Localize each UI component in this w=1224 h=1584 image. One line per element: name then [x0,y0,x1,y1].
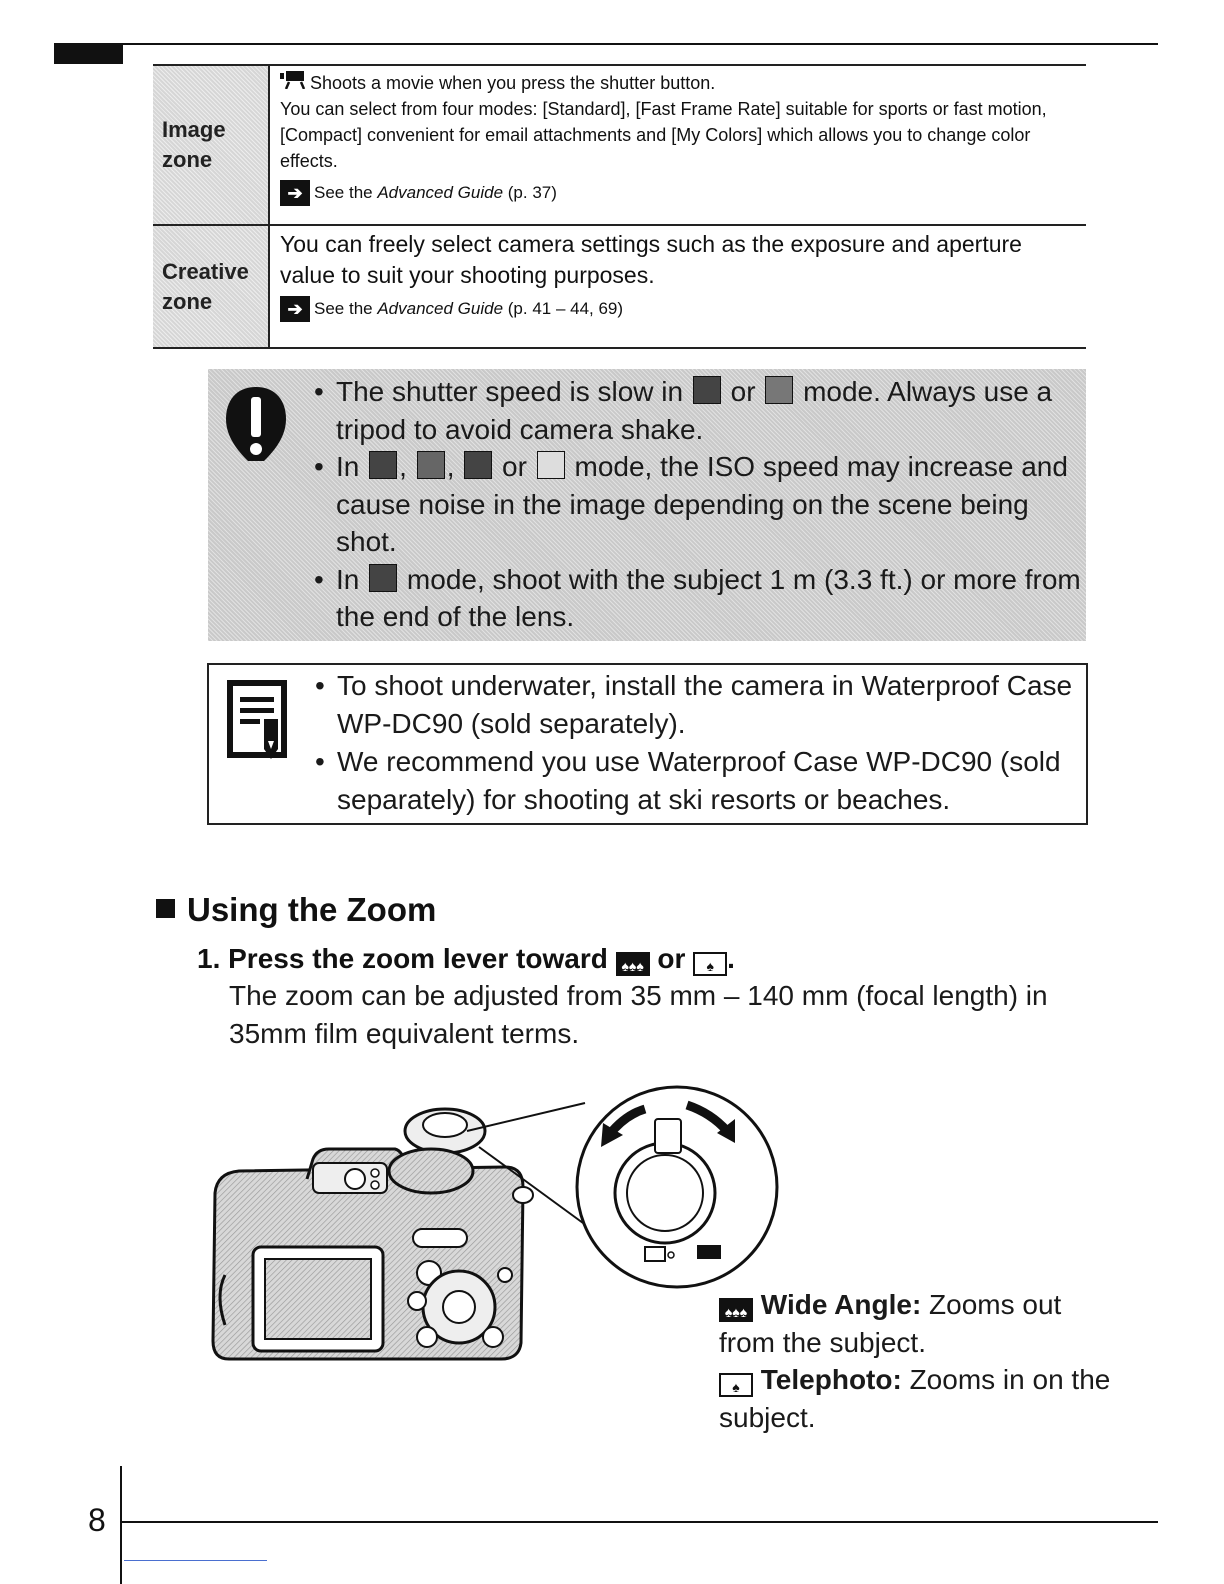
movie-modes-description: You can select from four modes: [Standard], [Fast Frame Rate] suitable for sports or fast motion, [Compact] convenient for email attachments and [My Colors] which allows you to change color effects. [280,99,1047,171]
caution-text: , [399,451,415,482]
underwater-mode-icon [537,451,565,479]
wide-angle-icon: ♠♠♠ [719,1298,753,1322]
step-text: or [649,943,694,974]
see-reference [280,180,1076,206]
list-item [311,448,1081,561]
movie-camera-icon [280,70,310,96]
zone-label: Image zone [153,66,270,224]
caution-text: In [336,451,368,482]
exclamation-icon [224,385,288,469]
caution-text: or [722,376,764,407]
caution-text: The shutter speed is slow in [336,376,691,407]
see-reference [280,296,1076,322]
section-title [156,889,436,931]
list-item: • To shoot underwater, install the camera in Waterproof Case WP-DC90 (sold separately). [312,667,1082,743]
see-pages: (p. 37) [503,183,557,202]
movie-line [280,70,1076,96]
section-tab [54,43,123,64]
table-row-image-zone [153,64,1086,226]
right-arrow-icon: ➔ [280,296,310,322]
guide-title: Advanced Guide [377,183,504,202]
see-prefix: See the [314,183,378,202]
see-prefix: See the [314,299,378,318]
step-title [197,941,735,977]
section-title-text: Using the Zoom [187,891,437,928]
note-list [312,667,1082,819]
zoom-captions [719,1286,1119,1436]
shooting-zone-table [153,64,1086,349]
table-row-creative-zone [153,226,1086,349]
wide-angle-text: Zooms out from the subject. [719,1289,1070,1358]
telephoto-caption [719,1361,1119,1436]
step-description: The zoom can be adjusted from 35 mm – 140 mm (focal length) in 35mm film equivalent terms. [229,980,1048,1049]
caution-text: mode, the ISO speed may increase and cause noise in the image depending on the scene being shot. [336,451,1076,557]
square-bullet-icon [156,899,175,918]
note-box [207,663,1088,825]
guide-title: Advanced Guide [377,299,504,318]
foliage-mode-icon [417,451,445,479]
zone-description [270,226,1086,347]
indoor-mode-icon [369,451,397,479]
page-number: 8 [88,1502,106,1538]
telephoto-label: Telephoto: [760,1364,902,1395]
footer-link-underline [124,1560,267,1561]
telephoto-text: Zooms in on the subject. [719,1364,1119,1433]
caution-text: , [446,451,463,482]
creative-description: You can freely select camera settings such as the exposure and aperture value to suit your shooting purposes. [280,231,1022,288]
caution-list [311,373,1089,636]
top-rule [54,43,1158,45]
aquarium-mode-icon [369,564,397,592]
night-scene-mode-icon [693,376,721,404]
wide-angle-label: Wide Angle: [760,1289,922,1320]
telephoto-icon: ♠ [719,1373,753,1397]
caution-text: or [494,451,535,482]
aquarium-mode-icon [464,451,492,479]
movie-description: Shoots a movie when you press the shutter button. [310,73,716,93]
wide-angle-icon: ♠♠♠ [616,952,650,976]
caution-text: In [336,563,368,595]
footer-horizontal-rule [120,1521,1158,1523]
camera-zoom-illustration [205,1075,805,1375]
zone-label: Creative zone [153,226,270,347]
step-text: . [727,943,735,974]
step-text: 1. Press the zoom lever toward [197,943,616,974]
note-pencil-icon [226,679,292,763]
telephoto-icon: ♠ [693,952,727,976]
zone-description [270,66,1086,224]
list-item: • We recommend you use Waterproof Case WP-DC90 (sold separately) for shooting at ski resorts or beaches. [312,743,1082,819]
fireworks-mode-icon [765,376,793,404]
see-pages: (p. 41 – 44, 69) [503,299,624,318]
right-arrow-icon: ➔ [280,180,310,206]
wide-angle-caption [719,1286,1119,1361]
caution-box [208,369,1089,641]
list-item [311,373,1081,448]
caution-text: mode, shoot with the subject 1 m (3.3 ft.) or more from the end of the lens. [336,563,1089,632]
caution-text: mode. Always use a tripod to avoid camera shake. [336,376,1060,445]
list-item [311,561,1089,636]
footer-vertical-rule [120,1466,122,1584]
